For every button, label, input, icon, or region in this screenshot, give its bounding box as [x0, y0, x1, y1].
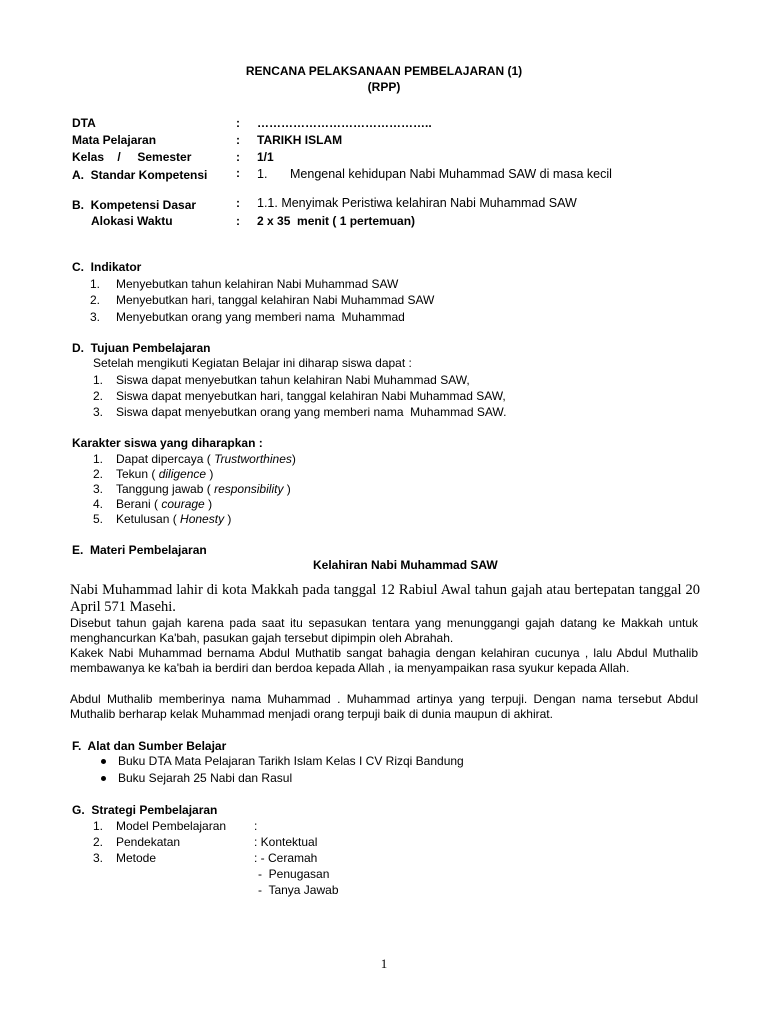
list-number: 2. [93, 835, 104, 849]
character-label: Berani [116, 497, 151, 511]
alloc-value: 2 x 35 menit ( 1 pertemuan) [257, 214, 416, 228]
bullet-icon [101, 776, 106, 781]
section-b-value: 1.1. Menyimak Peristiwa kelahiran Nabi Muhammad SAW [257, 196, 577, 210]
doc-title: RENCANA PELAKSANAAN PEMBELAJARAN (1) [245, 64, 523, 78]
character-term: responsibility [214, 482, 284, 496]
paren-open: ( [150, 497, 162, 511]
list-number: 1. [90, 277, 101, 291]
character-item [116, 482, 291, 496]
list-number: 3. [93, 851, 104, 865]
section-e-heading: E. Materi Pembelajaran [72, 543, 207, 557]
character-item [116, 512, 231, 526]
character-term: Honesty [180, 512, 225, 526]
identity-value-class: 1/1 [257, 150, 274, 164]
paren-close: ) [204, 497, 213, 511]
material-subtitle: Kelahiran Nabi Muhammad SAW [313, 558, 498, 572]
list-number: 2. [93, 389, 104, 403]
list-number: 3. [93, 405, 104, 419]
resource-item: Buku DTA Mata Pelajaran Tarikh Islam Kelas I CV Rizqi Bandung [118, 754, 464, 768]
paren-close: ) [283, 482, 291, 496]
identity-value-dta: …………………………………….. [257, 116, 432, 130]
section-g-heading: G. Strategi Pembelajaran [72, 803, 218, 817]
identity-colon: : [236, 133, 240, 147]
objective-item: Siswa dapat menyebutkan hari, tanggal kelahiran Nabi Muhammad SAW, [116, 389, 506, 403]
strategy-label: Model Pembelajaran [116, 819, 227, 833]
section-c-heading: C. Indikator [72, 260, 142, 274]
page-number: 1 [380, 956, 388, 971]
character-term: diligence [158, 467, 207, 481]
material-paragraph: Kakek Nabi Muhammad bernama Abdul Muthatib sangat bahagia dengan kelahiran cucunya , lalu Abdul Muthalib membawanya ke ka'bah ia berdiri dan berdoa kepada Allah , ia menyampaikan rasa syukur kepada Allah. [70, 646, 698, 675]
paren-close: ) [291, 452, 296, 466]
identity-label-subject: Mata Pelajaran [72, 133, 157, 147]
doc-subtitle: (RPP) [367, 80, 401, 94]
resource-item: Buku Sejarah 25 Nabi dan Rasul [118, 771, 293, 785]
section-d-heading: D. Tujuan Pembelajaran [72, 341, 211, 355]
identity-label-dta: DTA [72, 116, 96, 130]
method-extra: - Penugasan [258, 867, 330, 881]
section-d-intro: Setelah mengikuti Kegiatan Belajar ini diharap siswa dapat : [93, 356, 412, 370]
list-number: 3. [90, 310, 101, 324]
strategy-label: Metode [116, 851, 157, 865]
character-item [116, 452, 296, 466]
paren-open: ( [148, 467, 159, 481]
strategy-label: Pendekatan [116, 835, 181, 849]
section-a-colon: : [236, 166, 240, 180]
identity-label-class: Kelas / Semester [72, 150, 192, 164]
list-number: 2. [93, 467, 104, 481]
character-heading: Karakter siswa yang diharapkan : [72, 436, 263, 450]
objective-item: Siswa dapat menyebutkan tahun kelahiran Nabi Muhammad SAW, [116, 373, 470, 387]
identity-colon: : [236, 150, 240, 164]
strategy-value: : Kontektual [254, 835, 318, 849]
indicator-item: Menyebutkan hari, tanggal kelahiran Nabi Muhammad SAW [116, 293, 435, 307]
strategy-value: : [254, 819, 258, 833]
paren-close: ) [224, 512, 232, 526]
paren-open: ( [203, 452, 215, 466]
character-item [116, 467, 213, 481]
objective-item: Siswa dapat menyebutkan orang yang memberi nama Muhammad SAW. [116, 405, 507, 419]
section-a-label: A. Standar Kompetensi [72, 168, 208, 182]
material-serif-paragraph: Nabi Muhammad lahir di kota Makkah pada tanggal 12 Rabiul Awal tahun gajah atau bertepatan tanggal 20 April 571 Masehi. [70, 582, 700, 615]
material-paragraph: Abdul Muthalib memberinya nama Muhammad . Muhammad artinya yang terpuji. Dengan nama tersebut Abdul Muthalib berharap kelak Muhammad menjadi orang terpuji baik di dunia maupun di akhirat. [70, 692, 698, 721]
character-label: Tekun [116, 467, 149, 481]
character-label: Dapat dipercaya [116, 452, 204, 466]
section-a-num: 1. [257, 167, 268, 181]
paren-close: ) [206, 467, 214, 481]
material-paragraph: Disebut tahun gajah karena pada saat itu sepasukan tentara yang menunggangi gajah datang ke Makkah untuk menghancurkan Ka'bah, pasukan gajah tersebut dipimpin oleh Abrahah. [70, 616, 698, 645]
paren-open: ( [169, 512, 181, 526]
list-number: 1. [93, 452, 104, 466]
section-f-heading: F. Alat dan Sumber Belajar [72, 739, 227, 753]
section-b-colon: : [236, 196, 240, 210]
character-label: Ketulusan [116, 512, 170, 526]
list-number: 5. [93, 512, 104, 526]
section-a-text: Mengenal kehidupan Nabi Muhammad SAW di masa kecil [290, 167, 612, 181]
identity-colon: : [236, 116, 240, 130]
section-b-label: B. Kompetensi Dasar [72, 198, 197, 212]
list-number: 3. [93, 482, 104, 496]
alloc-label: Alokasi Waktu [91, 214, 173, 228]
indicator-item: Menyebutkan tahun kelahiran Nabi Muhammad SAW [116, 277, 399, 291]
list-number: 1. [93, 373, 104, 387]
character-label: Tanggung jawab [116, 482, 204, 496]
alloc-colon: : [236, 214, 240, 228]
paren-open: ( [203, 482, 215, 496]
character-item [116, 497, 212, 511]
character-term: courage [161, 497, 205, 511]
identity-value-subject: TARIKH ISLAM [257, 133, 343, 147]
bullet-icon [101, 759, 106, 764]
list-number: 4. [93, 497, 104, 511]
method-extra: - Tanya Jawab [258, 883, 339, 897]
indicator-item: Menyebutkan orang yang memberi nama Muhammad [116, 310, 405, 324]
list-number: 1. [93, 819, 104, 833]
list-number: 2. [90, 293, 101, 307]
strategy-value: : - Ceramah [254, 851, 318, 865]
character-term: Trustworthines [214, 452, 292, 466]
